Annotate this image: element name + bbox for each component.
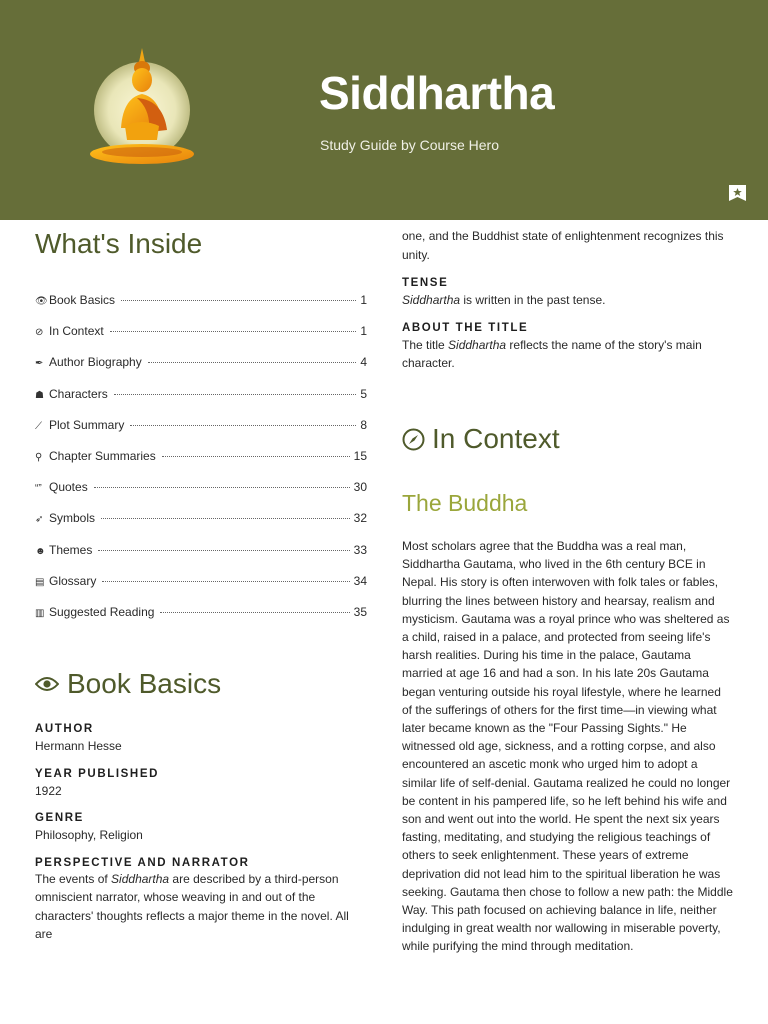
toc-label: In Context [49,324,104,339]
toc-leader [130,425,356,426]
hero-banner [0,0,768,220]
toc-label: Suggested Reading [49,604,155,619]
toc-label: Chapter Summaries [49,448,156,463]
toc-leader [102,581,349,582]
toc-item-themes[interactable] [35,543,367,574]
masks-icon: ☻ [35,545,46,557]
toc-item-chapter-summaries[interactable] [35,449,367,480]
pen-nib-icon: ✒ [35,358,44,370]
toc-page: 8 [360,417,367,432]
toc-item-characters[interactable] [35,387,367,418]
book-title: Siddhartha [319,67,555,119]
about-text-end: reflects the name of the story's main character. [402,337,702,370]
toc-leader [98,550,349,551]
toc-item-plot-summary[interactable] [35,418,367,449]
toc-leader [160,612,349,613]
toc-item-symbols[interactable] [35,511,367,542]
book-icon: ▤ [35,576,45,588]
toc-item-suggested-reading[interactable] [35,605,367,636]
toc-page: 35 [353,604,367,619]
perspective-text-start: The events of [35,871,112,886]
book-title-italic: Siddhartha [402,293,461,307]
book-basics-heading [35,668,221,700]
toc-item-glossary[interactable] [35,574,367,605]
perspective-continued: one, and the Buddhist state of enlightenment recognizes this unity. [402,229,724,262]
bookmark-star-icon[interactable] [728,183,747,202]
whats-inside-heading: What's Inside [35,228,203,259]
toc-leader [121,300,356,301]
toc-page: 33 [353,542,367,557]
book-title-italic: Siddhartha [111,871,170,886]
toc-label: Quotes [49,480,88,495]
compass-icon: ⊘ [35,327,44,339]
toc-page: 30 [353,480,367,495]
in-context-heading [402,423,560,455]
toc-label: Themes [49,542,93,557]
compass-icon [402,428,425,451]
about-text-start: The title [402,337,449,352]
book-basics-section [35,723,367,944]
author-value: Hermann Hesse [35,739,122,753]
the-buddha-subheading: The Buddha [402,490,528,516]
magnifier-icon: ⚲ [35,451,43,463]
book-title-italic: Siddhartha [448,337,507,352]
tense-section [402,277,734,373]
year-label: YEAR PUBLISHED [35,767,159,780]
toc-label: Author Biography [49,355,142,370]
book-subtitle: Study Guide by Course Hero [320,137,499,153]
eye-icon [35,676,59,692]
genre-label: GENRE [35,812,84,824]
toc-leader [148,362,357,363]
toc-page: 32 [353,511,367,526]
buddha-illustration [85,48,200,173]
toc-leader [110,331,357,332]
toc-page: 34 [353,573,367,588]
toc-item-author-biography[interactable] [35,355,367,386]
toc-page: 1 [360,324,367,339]
toc-page: 5 [360,386,367,401]
books-icon: ▥ [35,607,45,619]
toc-leader [114,394,357,395]
quote-icon: “” [35,483,42,495]
toc-page: 4 [360,355,367,370]
toc-label: Book Basics [49,293,116,307]
bird-icon: ➶ [35,514,44,526]
book-basics-title: Book Basics [67,668,222,699]
table-of-contents [35,293,367,636]
people-icon: ☗ [35,389,44,401]
chart-line-icon: ⟋ [35,420,42,432]
toc-leader [94,487,350,488]
toc-label: Glossary [49,573,97,588]
tense-label: TENSE [402,277,449,289]
about-title-value [402,336,734,373]
toc-label: Plot Summary [49,417,125,432]
author-label: AUTHOR [35,723,94,735]
toc-item-quotes[interactable] [35,480,367,511]
tense-value [402,291,734,310]
perspective-text-end: are described by a third-person omniscient narrator, whose weaving in and out of the characters' thoughts reflects a major theme in the novel. All are [35,871,349,941]
the-buddha-paragraph: Most scholars agree that the Buddha was a real man, Siddhartha Gautama, who lived in the 6th century BCE in Nepal. His story is often interwoven with folk tales or fables, blurring the lines between history and hearsay, realism and mysticism. Gautama was a royal prince who was sheltered as a child, raised in a palace, and protected from seeing life's harsh realities. During his time in the palace, Gautama married at age 16 and had a son. In his late 20s Gautama began venturing outside his royal lifestyle, where he learned of the sufferings of others for the first time—in viewing what later became known as the "Four Passing Sights." He witnessed old age, sickness, and a rotting corpse, and also encountered an ascetic monk who urged him to adopt a similar life of self-denial. Gautama realized he could no longer be content in his pampered life, so he left behind his wife and son and went out into the world. He spent the next six years fasting, meditating, and studying the religious teachings of others to seek enlightenment. These years of extreme deprivation did not lead him to the spiritual liberation he was seeking. Gautama then chose to follow a new path: the Middle Way. This path focused on achieving balance in life, neither indulging in great wealth nor wallowing in miserable poverty, while purifying the mind through meditation. [402,539,733,954]
tense-text: is written in the past tense. [460,293,606,307]
toc-page: 15 [353,448,367,463]
toc-page: 1 [360,293,367,307]
perspective-label: PERSPECTIVE AND NARRATOR [35,856,250,869]
toc-leader [162,456,350,457]
year-value: 1922 [35,783,62,798]
in-context-title: In Context [432,423,560,454]
toc-item-book-basics[interactable] [35,293,367,324]
genre-value: Philosophy, Religion [35,828,143,842]
about-title-label: ABOUT THE TITLE [402,321,529,334]
perspective-value [35,870,367,944]
eye-icon: 👁 [35,296,48,307]
toc-label: Symbols [49,511,96,526]
toc-leader [101,518,350,519]
toc-label: Characters [49,386,108,401]
toc-item-in-context[interactable] [35,324,367,355]
